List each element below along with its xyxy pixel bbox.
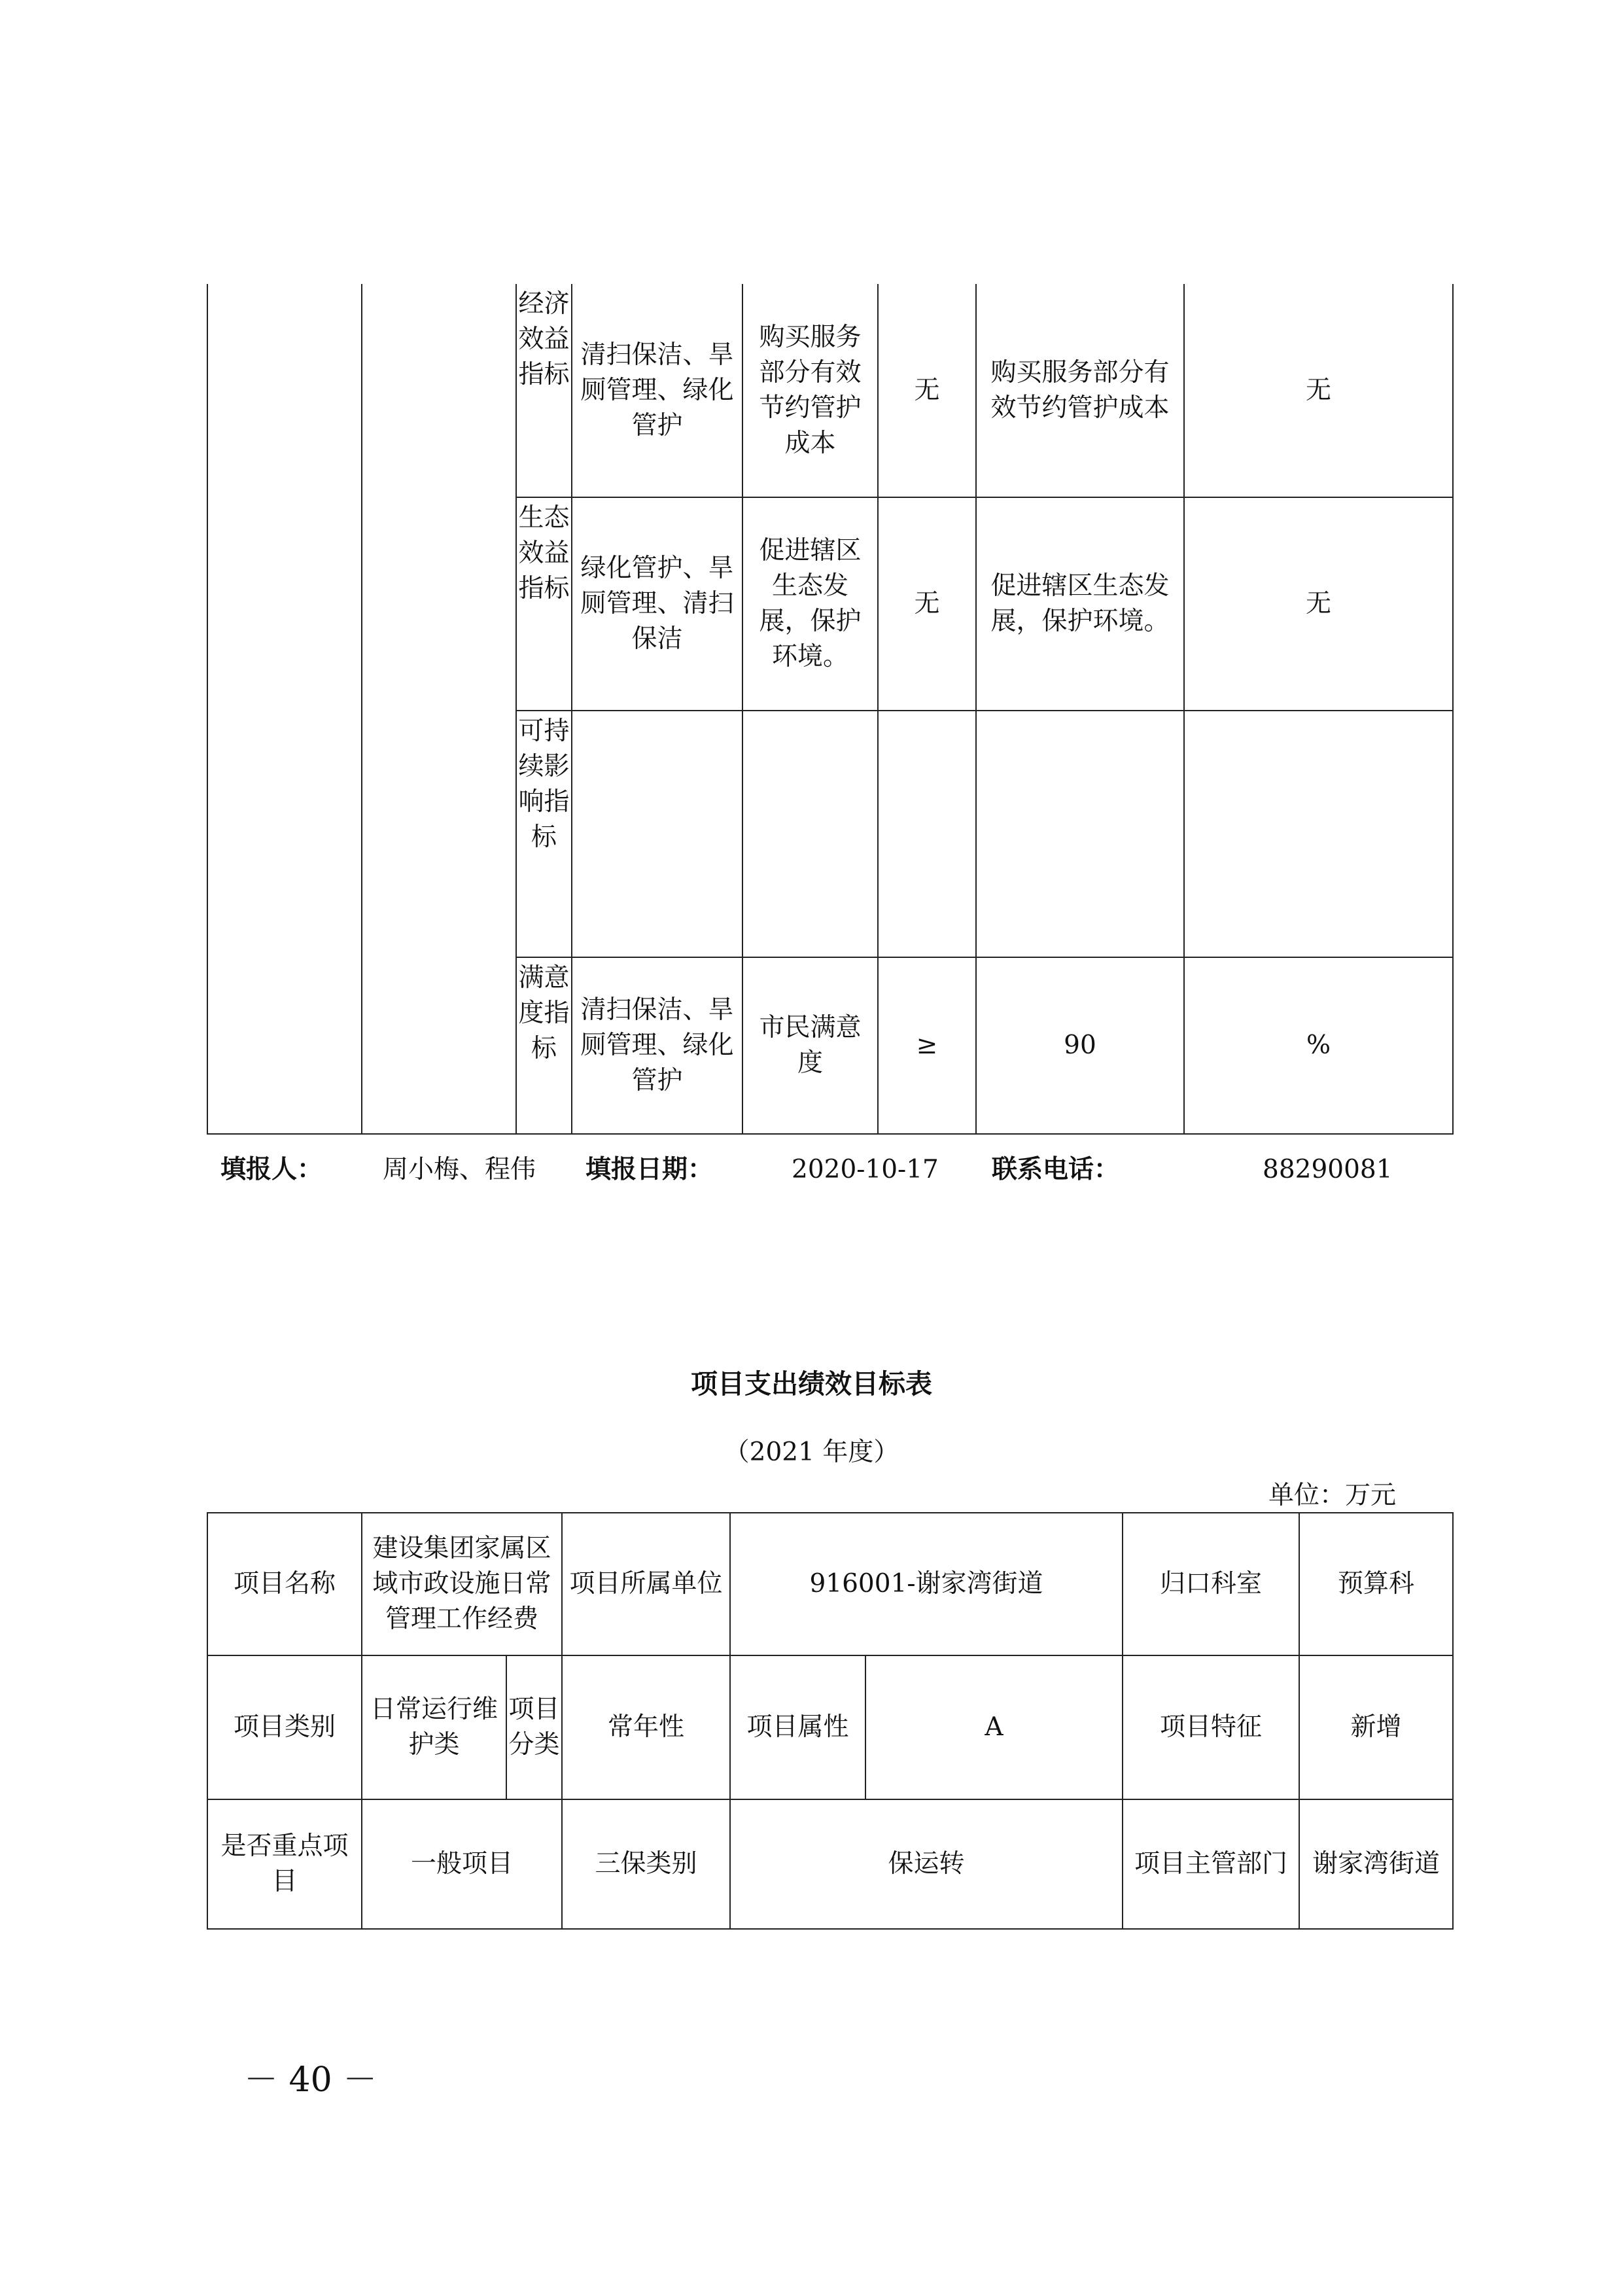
target-cell: 购买服务部分有效节约管护成本 [976,284,1184,497]
date-label: 填报日期： [585,1155,714,1184]
phone-value: 88290081 [1263,1155,1393,1184]
unit-cell: % [1184,957,1453,1134]
filler-value: 周小梅、程伟 [383,1155,536,1184]
sanbao-label: 三保类别 [562,1799,730,1929]
indicator-cell: 生态效益指标 [516,497,572,711]
content-cell: 绿化管护、旱厕管理、清扫保洁 [572,497,742,711]
feature-value: 新增 [1299,1655,1453,1799]
table-row [207,284,1453,497]
filler-label: 填报人： [220,1155,323,1184]
page-number: － 40 － [244,2060,377,2100]
key-project-label: 是否重点项目 [207,1799,362,1929]
attribute-value: A [865,1655,1123,1799]
target-cell [976,711,1184,957]
unit-label: 单位：万元 [1268,1481,1396,1510]
project-info-table [207,1512,1454,1930]
operator-cell: 无 [878,284,976,497]
content-cell: 清扫保洁、旱厕管理、绿化管护 [572,284,742,497]
measure-cell: 购买服务部分有效节约管护成本 [742,284,878,497]
dept-label: 项目主管部门 [1123,1799,1299,1929]
measure-cell: 促进辖区生态发展，保护环境。 [742,497,878,711]
unit-cell: 无 [1184,284,1453,497]
operator-cell: 无 [878,497,976,711]
dept-value: 谢家湾街道 [1299,1799,1453,1929]
unit-cell [1184,711,1453,957]
unit-cell: 无 [1184,497,1453,711]
indicator-cell: 可持续影响指标 [516,711,572,957]
category-value: 日常运行维护类 [362,1655,506,1799]
indicator-cell: 满意度指标 [516,957,572,1134]
phone-label: 联系电话： [992,1155,1120,1184]
target-cell: 促进辖区生态发展，保护环境。 [976,497,1184,711]
classification-label: 项目分类 [506,1655,562,1799]
table-row [207,1799,1453,1929]
project-unit-value: 916001-谢家湾街道 [730,1513,1123,1655]
content-cell [572,711,742,957]
sanbao-value: 保运转 [730,1799,1123,1929]
measure-cell [742,711,878,957]
category-label: 项目类别 [207,1655,362,1799]
project-name-value: 建设集团家属区域市政设施日常管理工作经费 [362,1513,562,1655]
measure-cell: 市民满意度 [742,957,878,1134]
feature-label: 项目特征 [1123,1655,1299,1799]
date-value: 2020-10-17 [792,1155,939,1184]
target-cell: 90 [976,957,1184,1134]
project-unit-label: 项目所属单位 [562,1513,730,1655]
blank-cell [207,284,362,1134]
blank-cell [362,284,516,1134]
indicator-cell: 经济效益指标 [516,284,572,497]
office-value: 预算科 [1299,1513,1453,1655]
operator-cell: ≥ [878,957,976,1134]
project-name-label: 项目名称 [207,1513,362,1655]
office-label: 归口科室 [1123,1513,1299,1655]
table-subtitle: （2021 年度） [724,1438,899,1467]
operator-cell [878,711,976,957]
table-row [207,1513,1453,1655]
classification-value: 常年性 [562,1655,730,1799]
attribute-label: 项目属性 [730,1655,865,1799]
content-cell: 清扫保洁、旱厕管理、绿化管护 [572,957,742,1134]
table-title: 项目支出绩效目标表 [691,1368,932,1400]
table-row [207,1655,1453,1799]
key-project-value: 一般项目 [362,1799,562,1929]
performance-indicator-table [207,284,1454,1135]
